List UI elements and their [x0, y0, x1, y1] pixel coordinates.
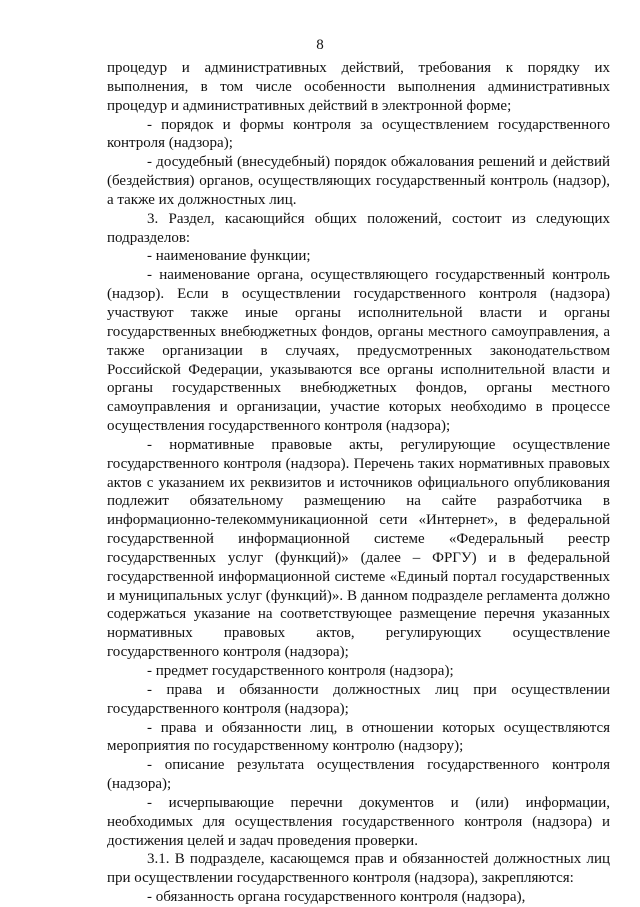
- list-item-control-forms: - порядок и формы контроля за осуществлением государственного контроля (надзора);: [107, 116, 610, 152]
- section-3-heading-paragraph: 3. Раздел, касающийся общих положений, состоит из следующих подразделов:: [107, 210, 610, 246]
- page-number: 8: [316, 37, 324, 53]
- list-item-persons-rights: - права и обязанности лиц, в отношении которых осуществляются мероприятия по государственному контролю (надзору);: [107, 719, 610, 755]
- list-item-appeal-procedure: - досудебный (внесудебный) порядок обжалования решений и действий (бездействия) органов, осуществляющих государственный контроль (надзор), а также их должностных лиц.: [107, 154, 610, 208]
- list-item-result-description: - описание результата осуществления государственного контроля (надзора);: [107, 757, 610, 793]
- paragraph-continuation: процедур и административных действий, требования к порядку их выполнения, в том числе особенности выполнения административных процедур и административных действий в электронной форме;: [107, 60, 610, 114]
- list-item-documents-lists: - исчерпывающие перечни документов и (или) информации, необходимых для осуществления государственного контроля (надзора) и достижения целей и задач проведения проверки.: [107, 794, 610, 849]
- list-item-officials-rights: - права и обязанности должностных лиц при осуществлении государственного контроля (надзора);: [107, 681, 610, 717]
- list-item-authority-name: - наименование органа, осуществляющего государственный контроль (надзор). Если в осуществлении государственного контроля (надзора) участвуют также иные органы исполнительной власти и органы государственных внебюджетных фондов, органы местного самоуправления, а также организации в случаях, предусмотренных законодательством Российской Федерации, указываются все органы исполнительной власти и органы государственных внебюджетных фондов, органы местного самоуправления и организации, участие которых необходимо в процессе осуществления государственного контроля (надзора);: [107, 267, 610, 435]
- list-item-normative-acts: - нормативные правовые акты, регулирующие осуществление государственного контроля (надзора). Перечень таких нормативных правовых актов с указанием их реквизитов и источников официального опубликования подлежит обязательному размещению на сайте разработчика в информационно-телекоммуникационной сети «Интернет», в федеральной государственной информационной системе «Федеральный реестр государственных услуг (функций)» (далее – ФРГУ) и в федеральной государственной информационной системе «Единый портал государственных и муниципальных услуг (функций)». В данном подразделе регламента должно содержаться указание на соответствующее размещение перечня указанных нормативных правовых актов, регулирующих осуществление государственного контроля (надзора);: [107, 436, 610, 661]
- document-body: [107, 59, 610, 907]
- list-item-function-name: - наименование функции;: [147, 248, 311, 265]
- subsection-3-1-paragraph: 3.1. В подразделе, касающемся прав и обязанностей должностных лиц при осуществлении государственного контроля (надзора), закрепляются:: [107, 851, 610, 887]
- list-item-authority-obligation: - обязанность органа государственного контроля (надзора),: [147, 889, 526, 906]
- list-item-control-subject: - предмет государственного контроля (надзора);: [147, 663, 454, 679]
